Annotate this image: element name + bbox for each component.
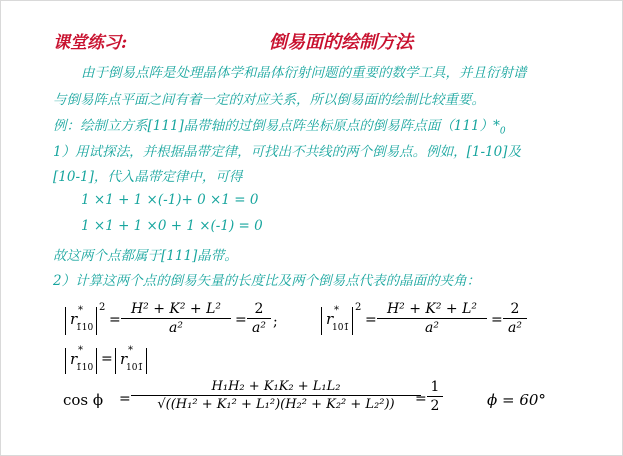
square-exponent: 2 [99,302,106,313]
semicolon: ; [273,314,278,330]
fraction-denominator: √((H₁² + K₁² + L₁²)(H₂² + K₂² + L₂²)) [157,397,395,412]
example-subscript: 0 [499,126,506,137]
star-mark: * [78,345,83,356]
exercise-label: 课堂练习: [53,33,128,53]
conclusion-line: 故这两个点都属于[111]晶带。 [53,248,238,264]
equals-sign: = [119,391,131,407]
equals-sign: = [491,312,503,328]
step1-line-2: [10-1]，代入晶带定律中，可得 [53,169,243,185]
fraction-numerator: H² + K² + L² [130,301,222,317]
index-subscript: 101̄ [126,363,144,373]
step2-line: 2）计算这两个点的倒易矢量的长度比及两个倒易点代表的晶面的夹角： [53,273,481,289]
intro-line-1: 由于倒易点阵是处理晶体学和晶体衍射问题的重要的数学工具，并且衍射谱 [81,65,527,81]
fraction-one-half [427,379,443,414]
index-subscript: 1̄10 [76,323,94,333]
star-mark: * [334,305,339,316]
fraction-denominator: a² [252,320,266,336]
zone-law-equation-1: 1 ×1 + 1 ×(-1)+ 0 ×1 = 0 [81,192,259,208]
fraction-denominator: a² [169,320,183,336]
fraction-denominator: a² [508,320,522,336]
cos-label: cos ϕ [63,391,104,409]
fraction-cosine [131,379,421,412]
fraction-denominator: a² [425,320,439,336]
r-symbol: r [120,350,128,368]
angle-result: ϕ = 60° [487,391,546,409]
equals-sign: = [235,312,247,328]
intro-line-2: 与倒易阵点平面之间有着一定的对应关系，所以倒易面的绘制比较重要。 [53,92,485,108]
star-mark: * [78,305,83,316]
fraction-two-over-a2 [503,301,527,336]
r-symbol: r [326,310,334,328]
step1-line-1: 1）用试探法，并根据晶带定律，可找出不共线的两个倒易点。例如，[1-10]及 [53,144,521,160]
page-title: 倒易面的绘制方法 [269,32,413,53]
equals-sign: = [415,391,427,407]
fraction-denominator: 2 [430,398,440,414]
fraction-hkl [377,301,487,336]
equals-sign: = [365,312,377,328]
index-subscript: 101̄ [332,323,350,333]
r-symbol: r [70,350,78,368]
fraction-numerator: 1 [430,379,440,395]
r-symbol: r [70,310,78,328]
equals-sign: = [109,312,121,328]
fraction-numerator: 2 [510,301,520,317]
index-subscript: 1̄10 [76,363,94,373]
fraction-numerator: H² + K² + L² [386,301,478,317]
example-text: 例：绘制立方系[111]晶带轴的过倒易点阵坐标原点的倒易阵点面（111）* [53,118,500,134]
fraction-hkl [121,301,231,336]
star-mark: * [128,345,133,356]
equals-sign: = [101,351,113,367]
example-line [53,114,506,137]
fraction-two-over-a2 [247,301,271,336]
fraction-numerator: 2 [254,301,264,317]
square-exponent: 2 [355,302,362,313]
fraction-numerator: H₁H₂ + K₁K₂ + L₁L₂ [211,379,341,394]
zone-law-equation-2: 1 ×1 + 1 ×0 + 1 ×(-1) = 0 [81,218,263,234]
